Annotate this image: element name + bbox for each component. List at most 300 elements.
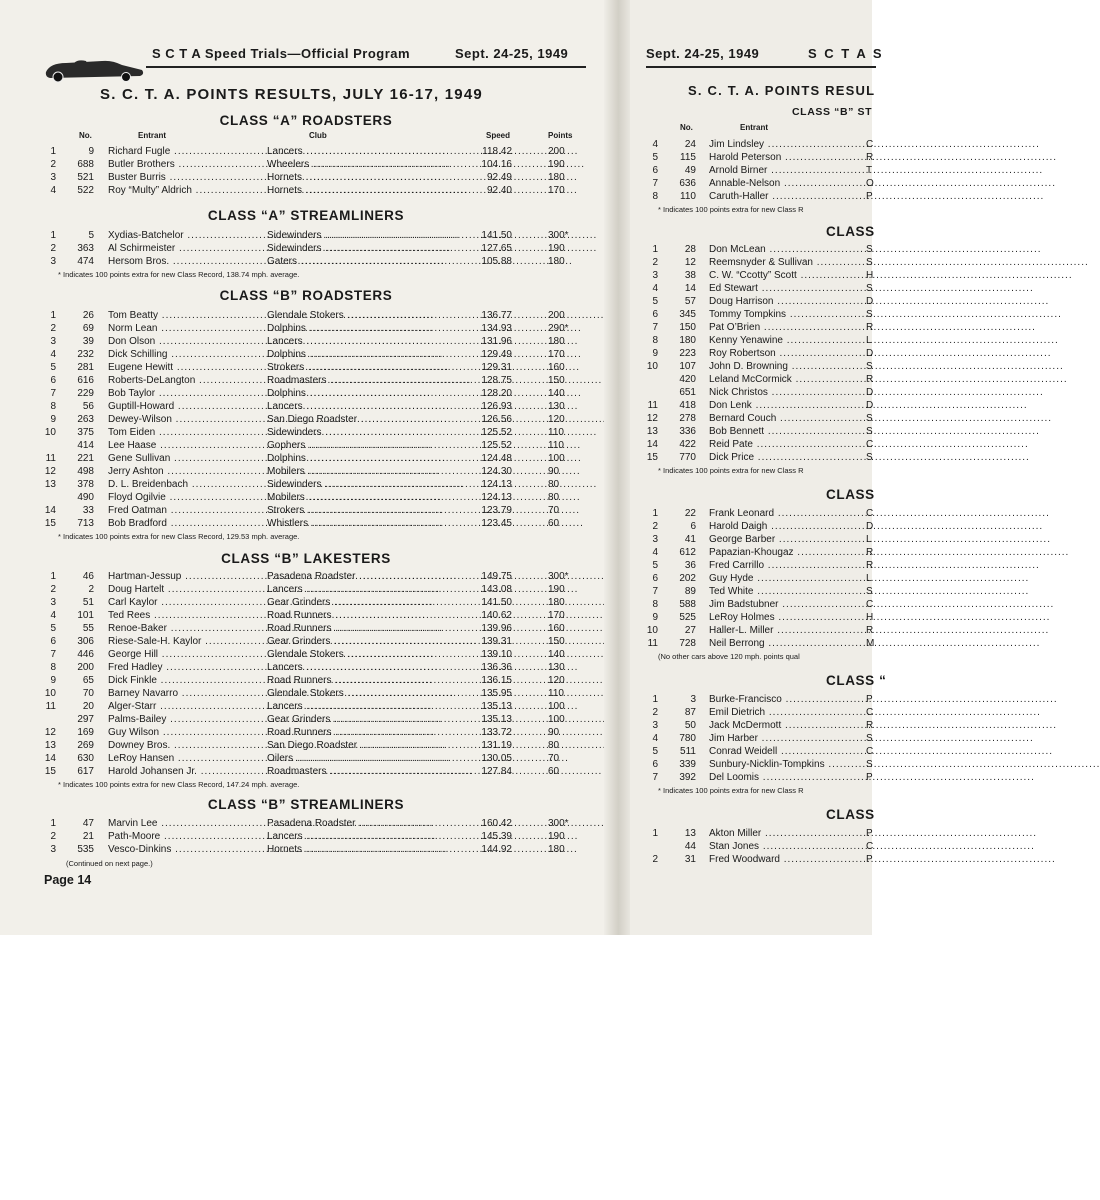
club-fragment: R bbox=[866, 720, 874, 731]
car-number: 101 bbox=[77, 610, 94, 621]
rank: 3 bbox=[50, 172, 56, 183]
car-number: 713 bbox=[77, 518, 94, 529]
right-page bbox=[630, 0, 887, 935]
speed: 135.13 bbox=[481, 714, 512, 725]
table-row bbox=[0, 726, 612, 739]
right-col-header-entrant: Entrant bbox=[740, 123, 768, 132]
club: Mobilers ..... bbox=[267, 491, 461, 504]
points: 300* bbox=[548, 230, 569, 241]
club-fragment: P bbox=[866, 854, 873, 865]
table-row bbox=[0, 478, 612, 491]
club: Lancers ..... bbox=[267, 145, 461, 158]
speed: 140.62 bbox=[481, 610, 512, 621]
car-number: 223 bbox=[679, 348, 696, 359]
entrant: Floyd Ogilvie ..... bbox=[108, 491, 263, 504]
entrant: Akton Miller ..... bbox=[709, 827, 865, 840]
rank: 3 bbox=[50, 336, 56, 347]
table-row bbox=[0, 609, 612, 622]
speed: 149.75 bbox=[481, 571, 512, 582]
car-number: 229 bbox=[77, 388, 94, 399]
table-row bbox=[0, 817, 612, 830]
table-row bbox=[630, 321, 872, 334]
points: 80 bbox=[548, 492, 560, 503]
entrant: LeRoy Holmes ..... bbox=[709, 611, 865, 624]
rank: 1 bbox=[652, 694, 658, 705]
section-note: * Indicates 100 points extra for new Class Record, 129.53 mph. average. bbox=[58, 532, 300, 541]
entrant: C. W. “Ccotty” Scott ..... bbox=[709, 269, 865, 282]
entrant: Dick Finkle ..... bbox=[108, 674, 263, 687]
club-fragment: S bbox=[866, 759, 873, 770]
table-row bbox=[630, 451, 872, 464]
rank: 7 bbox=[652, 322, 658, 333]
speed: 129.49 bbox=[481, 349, 512, 360]
club-fragment: C bbox=[866, 841, 874, 852]
entrant: Jim Lindsley ..... bbox=[709, 138, 865, 151]
rank: 14 bbox=[44, 753, 56, 764]
table-row bbox=[0, 765, 612, 778]
car-number: 651 bbox=[679, 387, 696, 398]
entrant: Jack McDermott ..... bbox=[709, 719, 865, 732]
right-section-note: * Indicates 100 points extra for new Class R bbox=[658, 205, 804, 214]
club-fragment: D bbox=[866, 348, 874, 359]
speed: 136.77 bbox=[481, 310, 512, 321]
points: 170 bbox=[548, 610, 565, 621]
rank: 5 bbox=[50, 362, 56, 373]
speed: 145.39 bbox=[481, 831, 512, 842]
club-fragment: R bbox=[866, 374, 874, 385]
speed: 105.88 bbox=[481, 256, 512, 267]
club-fragment: S bbox=[866, 452, 873, 463]
table-row bbox=[630, 282, 872, 295]
table-row bbox=[0, 158, 612, 171]
speed: 92.49 bbox=[486, 172, 512, 183]
table-row bbox=[630, 386, 872, 399]
car-number: 420 bbox=[679, 374, 696, 385]
club-fragment: M bbox=[866, 638, 875, 649]
points: 90 bbox=[548, 466, 560, 477]
club: Gear Grinders ..... bbox=[267, 596, 461, 609]
entrant: Leland McCormick ..... bbox=[709, 373, 865, 386]
entrant: Bob Bennett ..... bbox=[709, 425, 865, 438]
table-row bbox=[630, 533, 872, 546]
section-note: * Indicates 100 points extra for new Class Record, 147.24 mph. average. bbox=[58, 780, 300, 789]
table-row bbox=[0, 335, 612, 348]
table-row bbox=[0, 309, 612, 322]
entrant: Doug Harrison ..... bbox=[709, 295, 865, 308]
speed: 133.72 bbox=[481, 727, 512, 738]
club-fragment: P bbox=[866, 772, 873, 783]
rank: 4 bbox=[652, 733, 658, 744]
car-number: 780 bbox=[679, 733, 696, 744]
club: Dolphins ..... bbox=[267, 322, 461, 335]
entrant: Conrad Weidell ..... bbox=[709, 745, 865, 758]
rank: 10 bbox=[646, 625, 658, 636]
rank: 11 bbox=[45, 701, 56, 712]
points: 100 bbox=[548, 714, 565, 725]
entrant: Burke-Francisco ..... bbox=[709, 693, 865, 706]
car-number: 6 bbox=[690, 521, 696, 532]
points: 300* bbox=[548, 818, 569, 829]
speed: 118.42 bbox=[482, 146, 512, 157]
entrant: Roy Robertson ..... bbox=[709, 347, 865, 360]
table-row bbox=[630, 732, 872, 745]
table-row bbox=[0, 830, 612, 843]
car-number: 87 bbox=[684, 707, 696, 718]
points: 180 bbox=[548, 336, 565, 347]
car-number: 339 bbox=[679, 759, 696, 770]
col-header-speed: Speed bbox=[486, 131, 511, 140]
rank: 4 bbox=[652, 547, 658, 558]
page-number: Page 14 bbox=[44, 873, 92, 887]
rank: 10 bbox=[44, 688, 56, 699]
entrant: Annable-Nelson ..... bbox=[709, 177, 865, 190]
rank: 2 bbox=[652, 707, 658, 718]
club-fragment: C bbox=[866, 139, 874, 150]
club-fragment: S bbox=[866, 413, 873, 424]
car-number: 13 bbox=[684, 828, 696, 839]
car-number: 47 bbox=[82, 818, 94, 829]
club: Glendale Stokers ..... bbox=[267, 648, 461, 661]
club-fragment: R bbox=[866, 547, 874, 558]
rank: 2 bbox=[50, 584, 56, 595]
points: 140 bbox=[548, 649, 565, 660]
entrant: Emil Dietrich ..... bbox=[709, 706, 865, 719]
rank: 8 bbox=[50, 401, 56, 412]
rank: 9 bbox=[652, 348, 658, 359]
car-number: 38 bbox=[684, 270, 696, 281]
rank: 4 bbox=[50, 349, 56, 360]
points: 80 bbox=[548, 479, 560, 490]
points: 170 bbox=[548, 349, 565, 360]
club: Sidewinders ..... bbox=[267, 242, 461, 255]
club-fragment: R bbox=[866, 322, 874, 333]
entrant: Pat O’Brien ..... bbox=[709, 321, 865, 334]
rank: 13 bbox=[44, 740, 56, 751]
table-row bbox=[630, 598, 872, 611]
table-row bbox=[0, 361, 612, 374]
entrant: Vesco-Dinkins ..... bbox=[108, 843, 263, 856]
entrant: LeRoy Hansen ..... bbox=[108, 752, 263, 765]
entrant: Alger-Starr ..... bbox=[108, 700, 263, 713]
table-row bbox=[0, 570, 612, 583]
club: Hornets ..... bbox=[267, 171, 461, 184]
entrant: Tom Eiden ..... bbox=[108, 426, 263, 439]
entrant: Butler Brothers ..... bbox=[108, 158, 263, 171]
rank: 2 bbox=[652, 257, 658, 268]
entrant: Harold Johansen Jr. ..... bbox=[108, 765, 263, 778]
rank: 9 bbox=[50, 675, 56, 686]
club: Strokers ..... bbox=[267, 361, 461, 374]
table-row bbox=[0, 752, 612, 765]
club: Sidewinders ..... bbox=[267, 229, 461, 242]
right-section-note: * Indicates 100 points extra for new Class R bbox=[658, 786, 804, 795]
car-number: 26 bbox=[82, 310, 94, 321]
entrant: Riese-Sale-H. Kaylor ..... bbox=[108, 635, 263, 648]
club-fragment: L bbox=[866, 534, 872, 545]
points: 290* bbox=[548, 323, 569, 334]
table-row bbox=[630, 637, 875, 650]
table-row bbox=[630, 853, 872, 866]
entrant: Don Olson ..... bbox=[108, 335, 263, 348]
car-number: 612 bbox=[679, 547, 696, 558]
rank: 15 bbox=[44, 766, 56, 777]
car-number: 2 bbox=[88, 584, 94, 595]
table-row bbox=[630, 269, 872, 282]
club: Lancers ..... bbox=[267, 830, 461, 843]
club: Road Runners ..... bbox=[267, 674, 461, 687]
entrant: Fred Oatman ..... bbox=[108, 504, 263, 517]
speed: 125.52 bbox=[481, 427, 512, 438]
rank: 2 bbox=[652, 854, 658, 865]
speed: 160.42 bbox=[481, 818, 512, 829]
left-header-date: Sept. 24-25, 1949 bbox=[455, 46, 569, 61]
table-row bbox=[0, 491, 612, 504]
car-number: 446 bbox=[77, 649, 94, 660]
car-number: 14 bbox=[684, 283, 696, 294]
club-fragment: R bbox=[866, 560, 874, 571]
speed: 129.31 bbox=[481, 362, 512, 373]
points: 90 bbox=[548, 727, 560, 738]
table-row bbox=[0, 229, 612, 242]
club: Strokers ..... bbox=[267, 504, 461, 517]
club-fragment: P bbox=[866, 828, 873, 839]
rank: 11 bbox=[647, 638, 658, 649]
entrant: John D. Browning ..... bbox=[709, 360, 865, 373]
entrant: Harold Daigh ..... bbox=[709, 520, 865, 533]
right-subtitle: CLASS “B” ST bbox=[792, 106, 873, 118]
car-number: 375 bbox=[77, 427, 94, 438]
table-row bbox=[630, 546, 872, 559]
club-fragment: P bbox=[866, 191, 873, 202]
class-heading: CLASS “A” STREAMLINERS bbox=[207, 208, 405, 223]
rank: 12 bbox=[44, 466, 56, 477]
speed: 143.08 bbox=[481, 584, 512, 595]
club-fragment: S bbox=[866, 586, 873, 597]
entrant: Sunbury-Nicklin-Tompkins ..... bbox=[709, 758, 865, 771]
car-number: 24 bbox=[684, 139, 696, 150]
club: Gaters ..... bbox=[267, 255, 461, 268]
speed: 135.95 bbox=[481, 688, 512, 699]
table-row bbox=[0, 739, 612, 752]
speed: 123.45 bbox=[481, 518, 512, 529]
car-number: 12 bbox=[684, 257, 696, 268]
club-fragment: D bbox=[866, 387, 874, 398]
car-number: 65 bbox=[82, 675, 94, 686]
club: Glendale Stokers ..... bbox=[267, 687, 461, 700]
entrant: Al Schirmeister ..... bbox=[108, 242, 263, 255]
car-number: 281 bbox=[77, 362, 94, 373]
car-number: 770 bbox=[679, 452, 696, 463]
table-row bbox=[0, 465, 612, 478]
club-fragment: C bbox=[866, 707, 874, 718]
rank: 7 bbox=[652, 178, 658, 189]
points: 190 bbox=[548, 243, 565, 254]
club-fragment: S bbox=[866, 283, 873, 294]
speed: 124.13 bbox=[481, 479, 512, 490]
car-number: 27 bbox=[684, 625, 696, 636]
entrant: Neil Berrong ..... bbox=[709, 637, 865, 650]
car-number: 688 bbox=[77, 159, 94, 170]
rank: 6 bbox=[652, 759, 658, 770]
club-fragment: S bbox=[866, 309, 873, 320]
speed: 126.93 bbox=[481, 401, 512, 412]
speed: 135.13 bbox=[481, 701, 512, 712]
points: 110 bbox=[548, 427, 564, 438]
table-row bbox=[630, 758, 872, 771]
club: Whistlers ..... bbox=[267, 517, 461, 530]
speed: 124.13 bbox=[481, 492, 512, 503]
speed: 92.40 bbox=[486, 185, 512, 196]
right-page-title: S. C. T. A. POINTS RESUL bbox=[688, 83, 876, 98]
entrant: Fred Carrillo ..... bbox=[709, 559, 865, 572]
club-fragment: S bbox=[866, 244, 873, 255]
entrant: Stan Jones ..... bbox=[709, 840, 865, 853]
entrant: Roberts-DeLangton ..... bbox=[108, 374, 263, 387]
speed: 128.20 bbox=[481, 388, 512, 399]
entrant: George Barber ..... bbox=[709, 533, 865, 546]
entrant: Fred Woodward ..... bbox=[709, 853, 865, 866]
left-header-title: S C T A Speed Trials—Official Program bbox=[152, 46, 411, 61]
table-row bbox=[0, 184, 612, 197]
table-row bbox=[630, 256, 872, 269]
table-row bbox=[0, 596, 612, 609]
car-number: 617 bbox=[77, 766, 94, 777]
entrant: Hersom Bros. ..... bbox=[108, 255, 263, 268]
club: Gear Grinders ..... bbox=[267, 635, 461, 648]
points: 100 bbox=[548, 453, 565, 464]
club-fragment: L bbox=[866, 573, 872, 584]
car-number: 110 bbox=[680, 191, 696, 202]
car-number: 5 bbox=[88, 230, 94, 241]
club-fragment: C bbox=[866, 508, 874, 519]
table-row bbox=[0, 439, 612, 452]
entrant: Haller-L. Miller ..... bbox=[709, 624, 865, 637]
entrant: Richard Fugle ..... bbox=[108, 145, 263, 158]
table-row bbox=[0, 700, 612, 713]
speed: 124.48 bbox=[481, 453, 512, 464]
speed: 127.65 bbox=[481, 243, 512, 254]
rank: 5 bbox=[652, 560, 658, 571]
table-row bbox=[0, 648, 612, 661]
table-row bbox=[630, 611, 872, 624]
points: 70 bbox=[548, 753, 560, 764]
table-row bbox=[630, 624, 872, 637]
table-row bbox=[0, 400, 612, 413]
rank: 14 bbox=[646, 439, 658, 450]
table-row bbox=[630, 572, 872, 585]
rank: 5 bbox=[652, 152, 658, 163]
entrant: Tommy Tompkins ..... bbox=[709, 308, 865, 321]
car-number: 522 bbox=[77, 185, 94, 196]
rank: 12 bbox=[646, 413, 658, 424]
table-row bbox=[630, 295, 872, 308]
club: Roadmasters ..... bbox=[267, 374, 461, 387]
entrant: Tom Beatty ..... bbox=[108, 309, 263, 322]
points: 150 bbox=[548, 375, 565, 386]
rank: 9 bbox=[652, 612, 658, 623]
col-header-points: Points bbox=[548, 131, 573, 140]
club: Pasadena Roadster ..... bbox=[267, 817, 461, 830]
table-row bbox=[0, 583, 612, 596]
club: Gear Grinders ..... bbox=[267, 713, 461, 726]
car-number: 345 bbox=[679, 309, 696, 320]
club-fragment: D bbox=[866, 400, 874, 411]
club: San Diego Roadster ..... bbox=[267, 739, 461, 752]
entrant: Bernard Couch ..... bbox=[709, 412, 865, 425]
club: San Diego Roadster ..... bbox=[267, 413, 461, 426]
table-row bbox=[0, 171, 612, 184]
table-row bbox=[0, 843, 612, 856]
entrant: Del Loomis ..... bbox=[709, 771, 865, 784]
entrant: Jim Harber ..... bbox=[709, 732, 865, 745]
speed: 139.96 bbox=[481, 623, 512, 634]
right-header-title: S C T A S bbox=[808, 46, 884, 61]
car-number: 474 bbox=[77, 256, 94, 267]
club-fragment: T bbox=[866, 165, 873, 176]
points: 130 bbox=[548, 401, 565, 412]
car-number: 46 bbox=[82, 571, 94, 582]
club-fragment: L bbox=[866, 335, 872, 346]
table-row bbox=[630, 347, 872, 360]
car-number: 31 bbox=[684, 854, 696, 865]
speed: 144.92 bbox=[481, 844, 512, 855]
entrant: Guy Wilson ..... bbox=[108, 726, 263, 739]
entrant: Xydias-Batchelor ..... bbox=[108, 229, 263, 242]
table-row bbox=[0, 145, 612, 158]
club-fragment: H bbox=[866, 270, 874, 281]
rank: 6 bbox=[652, 309, 658, 320]
right-class-heading: CLASS “ bbox=[826, 673, 887, 688]
car-number: 306 bbox=[77, 636, 94, 647]
rank: 7 bbox=[652, 586, 658, 597]
entrant: Path-Moore ..... bbox=[108, 830, 263, 843]
rank: 3 bbox=[652, 270, 658, 281]
table-row bbox=[0, 452, 612, 465]
club: Pasadena Roadster ..... bbox=[267, 570, 461, 583]
points: 200 bbox=[548, 310, 565, 321]
table-row bbox=[630, 827, 872, 840]
car-number: 69 bbox=[82, 323, 94, 334]
club: Hornets ..... bbox=[267, 843, 461, 856]
entrant: Guptill-Howard ..... bbox=[108, 400, 263, 413]
right-section-note: (No other cars above 120 mph. points qual bbox=[658, 652, 800, 661]
car-number: 3 bbox=[690, 694, 696, 705]
points: 70 bbox=[548, 505, 560, 516]
entrant: Norm Lean ..... bbox=[108, 322, 263, 335]
entrant: Jerry Ashton ..... bbox=[108, 465, 263, 478]
entrant: Marvin Lee ..... bbox=[108, 817, 263, 830]
entrant: Fred Hadley ..... bbox=[108, 661, 263, 674]
entrant: Dick Schilling ..... bbox=[108, 348, 263, 361]
speed: 139.10 bbox=[481, 649, 512, 660]
table-row bbox=[0, 255, 612, 268]
entrant: Gene Sullivan ..... bbox=[108, 452, 263, 465]
club-fragment: S bbox=[866, 426, 873, 437]
car-number: 169 bbox=[77, 727, 94, 738]
left-page bbox=[0, 0, 612, 935]
table-row bbox=[0, 713, 612, 726]
car-number: 39 bbox=[82, 336, 94, 347]
right-section-note: * Indicates 100 points extra for new Class R bbox=[658, 466, 804, 475]
club: Oilers ..... bbox=[267, 752, 461, 765]
table-row bbox=[0, 517, 612, 530]
speed: 141.50 bbox=[481, 230, 512, 241]
table-row bbox=[0, 387, 612, 400]
table-row bbox=[0, 413, 612, 426]
points: 60 bbox=[548, 518, 560, 529]
club: Glendale Stokers ..... bbox=[267, 309, 461, 322]
table-row bbox=[630, 585, 872, 598]
